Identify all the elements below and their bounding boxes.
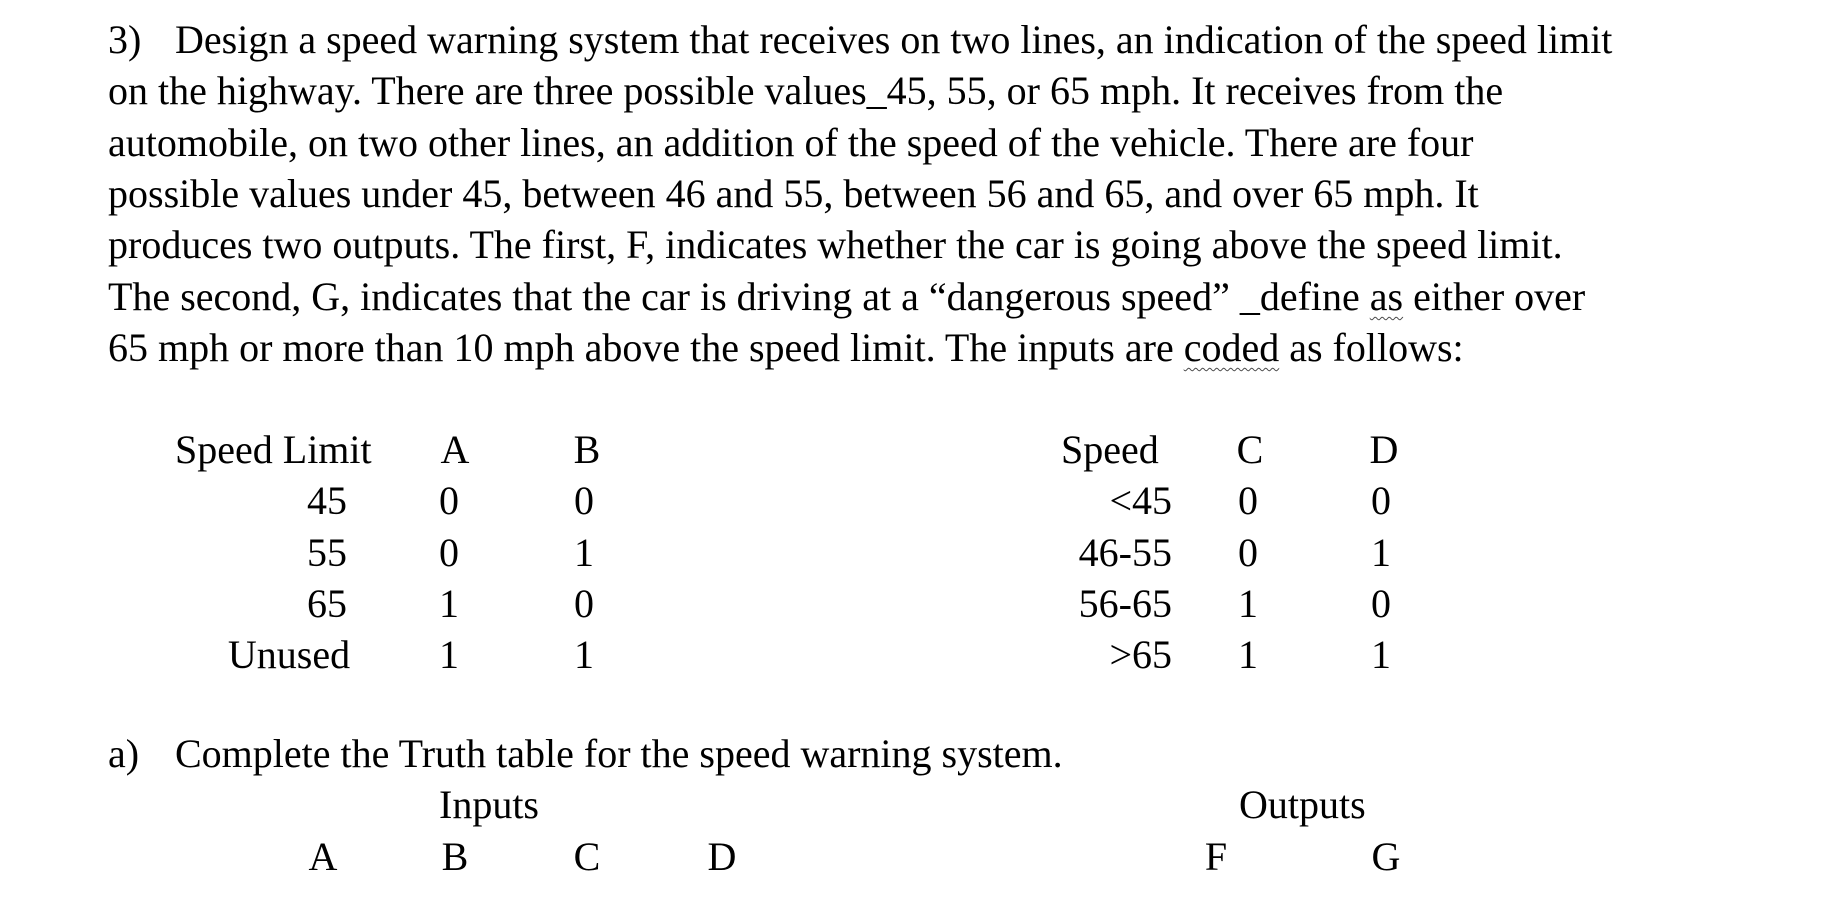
truth-column-c: C xyxy=(573,834,601,879)
column-header-d: D xyxy=(1369,427,1399,472)
code-d-value: 0 xyxy=(1371,581,1391,626)
part-a-label: a) xyxy=(108,731,140,776)
problem-line-5: produces two outputs. The first, F, indicates whether the car is going above the speed limit. xyxy=(108,222,1563,267)
problem-line-6-post: either over xyxy=(1403,274,1586,319)
speed-header: Speed xyxy=(1061,427,1159,472)
problem-line-3: automobile, on two other lines, an addition of the speed of the vehicle. There are four xyxy=(108,120,1474,165)
code-b-value: 0 xyxy=(574,478,594,523)
code-c-value: 1 xyxy=(1238,581,1258,626)
problem-line-2: on the highway. There are three possible values_45, 55, or 65 mph. It receives from the xyxy=(108,68,1504,113)
code-b-value: 1 xyxy=(574,530,594,575)
code-a-value: 1 xyxy=(439,581,459,626)
problem-line-7-post: as follows: xyxy=(1279,325,1464,370)
outputs-label: Outputs xyxy=(1239,782,1366,827)
problem-line-1: Design a speed warning system that receives on two lines, an indication of the speed limit xyxy=(175,17,1613,62)
code-d-value: 0 xyxy=(1371,478,1391,523)
problem-number: 3) xyxy=(108,17,142,62)
code-d-value: 1 xyxy=(1371,632,1391,677)
truth-column-b: B xyxy=(441,834,469,879)
code-d-value: 1 xyxy=(1371,530,1391,575)
problem-line-6-pre: The second, G, indicates that the car is driving at a “dangerous speed” _define xyxy=(108,274,1370,319)
code-c-value: 1 xyxy=(1238,632,1258,677)
code-b-value: 1 xyxy=(574,632,594,677)
problem-line-4: possible values under 45, between 46 and 55, between 56 and 65, and over 65 mph. It xyxy=(108,171,1479,216)
code-c-value: 0 xyxy=(1238,478,1258,523)
speed-range-value: 46-55 xyxy=(1078,530,1172,575)
problem-line-7-pre: 65 mph or more than 10 mph above the speed limit. The inputs are xyxy=(108,325,1184,370)
inputs-label: Inputs xyxy=(439,782,539,827)
code-c-value: 0 xyxy=(1238,530,1258,575)
truth-column-a: A xyxy=(308,834,338,879)
speed-limit-value: 45 xyxy=(307,478,347,523)
part-a-text: Complete the Truth table for the speed warning system. xyxy=(175,731,1063,776)
spelling-flag-coded: coded xyxy=(1183,325,1280,370)
speed-limit-value: Unused xyxy=(227,632,351,677)
speed-limit-value: 65 xyxy=(307,581,347,626)
code-a-value: 0 xyxy=(439,530,459,575)
truth-column-d: D xyxy=(707,834,737,879)
code-a-value: 1 xyxy=(439,632,459,677)
problem-line-6 xyxy=(108,274,1586,319)
truth-column-g: G xyxy=(1371,834,1401,879)
speed-range-value: >65 xyxy=(1109,632,1172,677)
column-header-b: B xyxy=(573,427,601,472)
truth-column-f: F xyxy=(1204,834,1228,879)
speed-limit-header: Speed Limit xyxy=(175,427,372,472)
speed-range-value: 56-65 xyxy=(1078,581,1172,626)
speed-range-value: <45 xyxy=(1109,478,1172,523)
column-header-c: C xyxy=(1236,427,1264,472)
problem-line-7 xyxy=(108,325,1464,370)
speed-limit-value: 55 xyxy=(307,530,347,575)
column-header-a: A xyxy=(440,427,470,472)
code-a-value: 0 xyxy=(439,478,459,523)
code-b-value: 0 xyxy=(574,581,594,626)
grammar-flag-as: as xyxy=(1369,274,1404,319)
